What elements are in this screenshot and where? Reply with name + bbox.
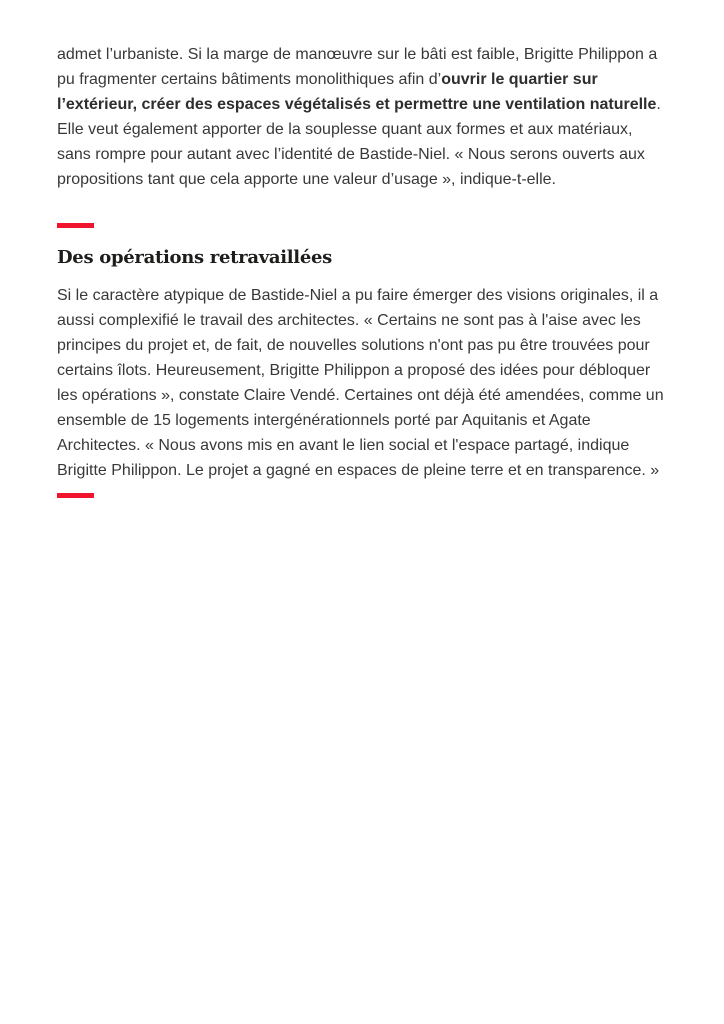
intro-paragraph-bold: ouvrir le quartier sur l’extérieur, créer des espaces végétalisés et permettre une ventilation naturelle [57,71,657,113]
article-page [0,0,724,498]
intro-paragraph [57,42,670,192]
section-divider [57,223,94,228]
section-paragraph-text: Si le caractère atypique de Bastide-Niel a pu faire émerger des visions originales, il a aussi complexifié le travail des architectes. « Certains ne sont pas à l'aise avec les principes du projet et, de fait, de nouvelles solutions n'ont pas pu être trouvées pour certains îlots. Heureusement, Brigitte Philippon a proposé des idées pour débloquer les opérations », constate Claire Vendé. Certaines ont déjà été amendées, comme un ensemble de 15 logements intergénérationnels porté par Aquitanis et Agate Architectes. « Nous avons mis en avant le lien social et l'espace partagé, indique Brigitte Philippon. Le projet a gagné en espaces de pleine terre et en transparence. » [57,287,664,479]
section-heading: Des opérations retravaillées [57,247,332,268]
intro-paragraph-lead: admet l’urbaniste. Si la marge de manœuvre sur le bâti est faible, Brigitte Philippon a pu fragmenter certains bâtiments monolithiques afin d’ [57,46,658,88]
section-paragraph [57,283,670,483]
article-end-divider [57,493,94,498]
intro-paragraph-tail: . Elle veut également apporter de la souplesse quant aux formes et aux matériaux, sans rompre pour autant avec l’identité de Bastide-Niel. « Nous serons ouverts aux propositions tant que cela apporte une valeur d’usage », indique-t-elle. [57,96,661,188]
